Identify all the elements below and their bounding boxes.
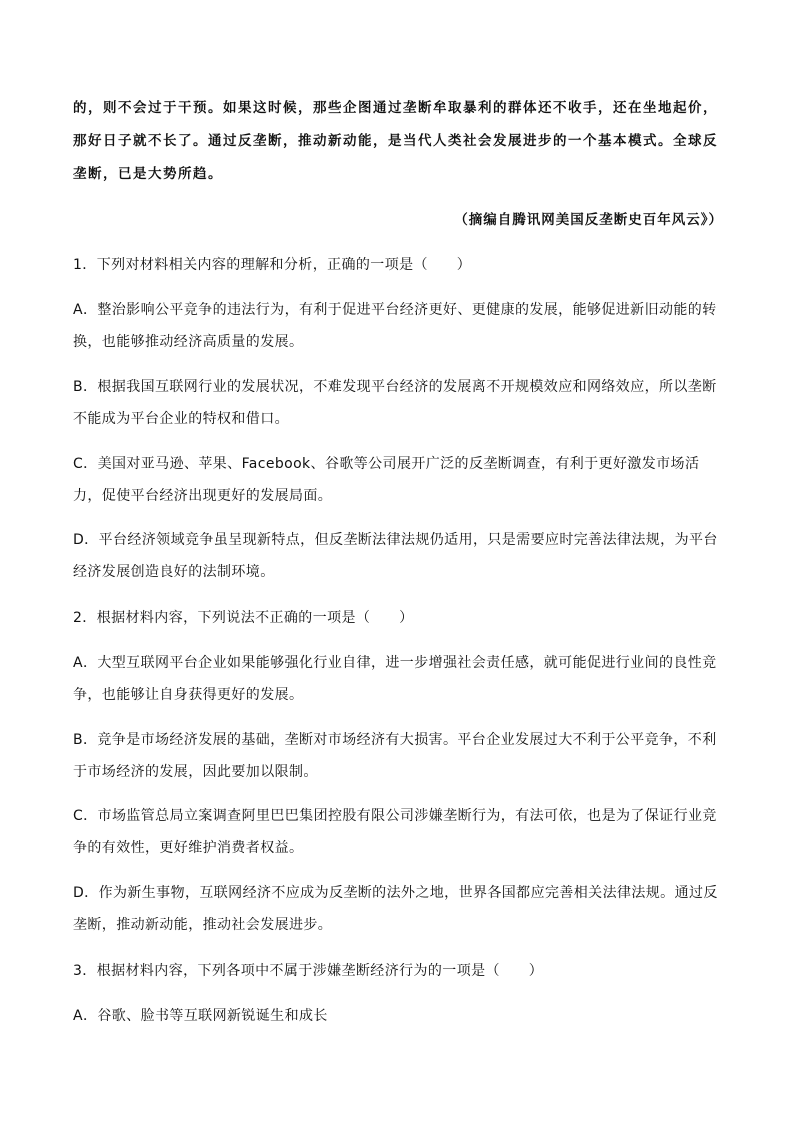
question-1-option-c[interactable]: C．美国对亚马逊、苹果、Facebook、谷歌等公司展开广泛的反垄断调查，有利于更好激发市场活力，促使平台经济出现更好的发展局面。 — [73, 456, 700, 504]
question-3-stem: 3．根据材料内容，下列各项中不属于涉嫌垄断经济行为的一项是（ ） — [73, 963, 544, 979]
passage-source: （摘编自腾讯网美国反垄断史百年风云》） — [454, 212, 723, 228]
question-2-option-b[interactable]: B．竞争是市场经济发展的基础，垄断对市场经济有大损害。平台企业发展过大不利于公平竞争，不利于市场经济的发展，因此要加以限制。 — [73, 732, 717, 780]
question-2-option-c[interactable]: C．市场监管总局立案调查阿里巴巴集团控股有限公司涉嫌垄断行为，有法可依，也是为了保证行业竞争的有效性，更好维护消费者权益。 — [73, 808, 717, 856]
question-1-option-a[interactable]: A．整治影响公平竞争的违法行为，有利于促进平台经济更好、更健康的发展，能够促进新旧动能的转换，也能够推动经济高质量的发展。 — [73, 302, 717, 350]
question-1-option-d[interactable]: D．平台经济领域竞争虽呈现新特点，但反垄断法律法规仍适用，只是需要应时完善法律法规，为平台经济发展创造良好的法制环境。 — [73, 532, 718, 580]
question-1-stem: 1．下列对材料相关内容的理解和分析，正确的一项是（ ） — [73, 257, 472, 273]
question-1-option-b[interactable]: B．根据我国互联网行业的发展状况，不难发现平台经济的发展离不开规模效应和网络效应，所以垄断不能成为平台企业的特权和借口。 — [73, 379, 717, 427]
question-2-stem: 2．根据材料内容，下列说法不正确的一项是（ ） — [73, 610, 414, 626]
passage-paragraph: 的，则不会过于干预。如果这时候，那些企图通过垄断牟取暴利的群体还不收手，还在坐地起价，那好日子就不长了。通过反垄断，推动新动能，是当代人类社会发展进步的一个基本模式。全球反垄断，已是大势所趋。 — [73, 100, 718, 182]
question-3-option-a[interactable]: A．谷歌、脸书等互联网新锐诞生和成长 — [73, 1008, 328, 1024]
question-2-option-d[interactable]: D．作为新生事物，互联网经济不应成为反垄断的法外之地，世界各国都应完善相关法律法规。通过反垄断，推动新动能，推动社会发展进步。 — [73, 885, 718, 933]
question-2-option-a[interactable]: A．大型互联网平台企业如果能够强化行业自律，进一步增强社会责任感，就可能促进行业间的良性竞争，也能够让自身获得更好的发展。 — [73, 655, 717, 703]
